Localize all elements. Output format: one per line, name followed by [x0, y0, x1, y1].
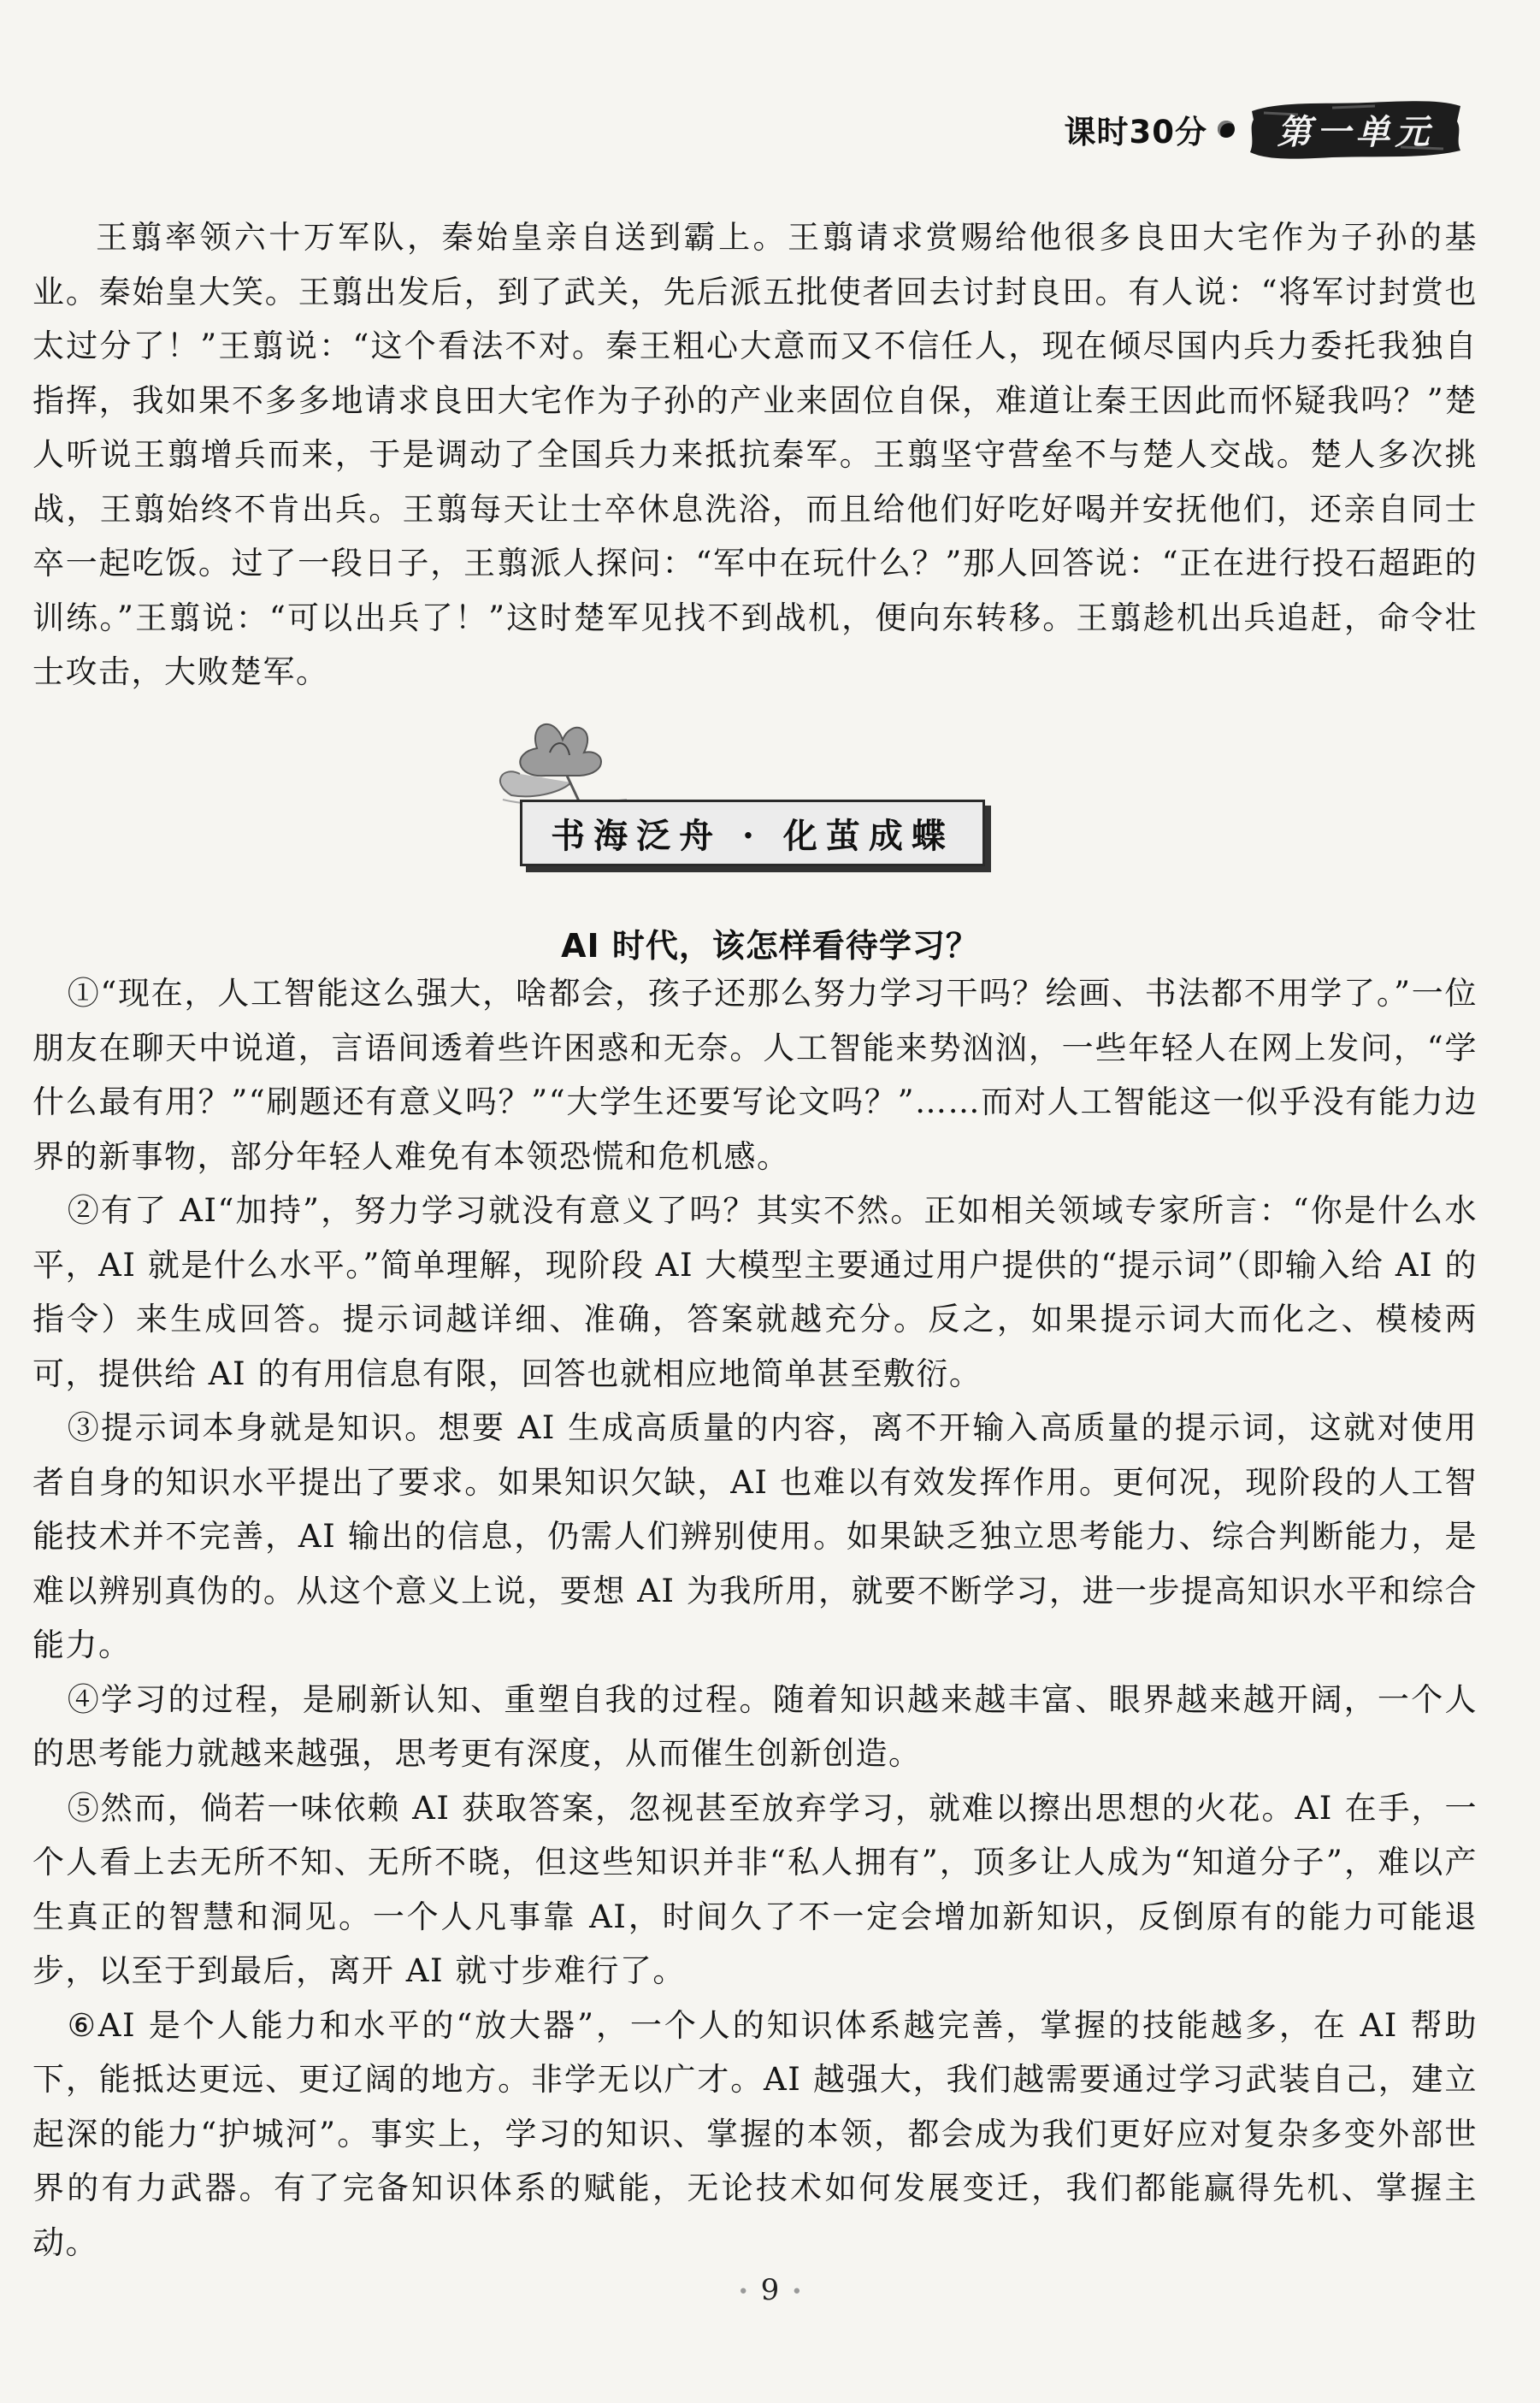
section-banner-box [520, 800, 985, 866]
page-number: 9 [760, 2273, 780, 2307]
dot-ornament-icon: • [791, 2281, 803, 2303]
essay-paragraph-2: ②有了 AI“加持”，努力学习就没有意义了吗？其实不然。正如相关领域专家所言：“你是什么水平，AI 就是什么水平。”简单理解，现阶段 AI 大模型主要通过用户提供的“提示词”（即输入给 AI 的指令）来生成回答。提示词越详细、准确，答案就越充分。反之，如果提示词大而化之、模棱两可，提供给 AI 的有用信息有限，回答也就相应地简单甚至敷衍。 [32, 1192, 1478, 1392]
unit-label: 第一单元 [1277, 111, 1435, 152]
section-banner [486, 714, 983, 868]
essay-paragraph-5: ⑤然而，倘若一味依赖 AI 获取答案，忽视甚至放弃学习，就难以擦出思想的火花。AI 在手，一个人看上去无所不知、无所不晓，但这些知识并非“私人拥有”，顶多让人成为“知道分子”，难以产生真正的智慧和洞见。一个人凡事靠 AI，时间久了不一定会增加新知识，反倒原有的能力可能退步，以至于到最后，离开 AI 就寸步难行了。 [32, 1789, 1478, 1989]
essay-body [32, 966, 1478, 2270]
bullet-dot-icon [1218, 121, 1235, 138]
page-footer [0, 2273, 1540, 2307]
essay-paragraph-4: ④学习的过程，是刷新认知、重塑自我的过程。随着知识越来越丰富、眼界越来越开阔，一个人的思考能力就越来越强，思考更有深度，从而催生创新创造。 [32, 1680, 1478, 1772]
dot-ornament-icon: • [737, 2281, 749, 2303]
essay-paragraph-1: ①“现在，人工智能这么强大，啥都会，孩子还那么努力学习干吗？绘画、书法都不用学了。”一位朋友在聊天中说道，言语间透着些许困惑和无奈。人工智能来势汹汹，一些年轻人在网上发问，“学什么最有用？”“刷题还有意义吗？”“大学生还要写论文吗？”……而对人工智能这一似乎没有能力边界的新事物，部分年轻人难免有本领恐慌和危机感。 [32, 975, 1478, 1175]
course-label: 课时30分 [1064, 114, 1207, 151]
story-passage [32, 210, 1478, 700]
story-paragraph: 王翦率领六十万军队，秦始皇亲自送到霸上。王翦请求赏赐给他很多良田大宅作为子孙的基业。秦始皇大笑。王翦出发后，到了武关，先后派五批使者回去讨封良田。有人说：“将军讨封赏也太过分了！”王翦说：“这个看法不对。秦王粗心大意而又不信任人，现在倾尽国内兵力委托我独自指挥，我如果不多多地请求良田大宅作为子孙的产业来固位自保，难道让秦王因此而怀疑我吗？”楚人听说王翦增兵而来，于是调动了全国兵力来抵抗秦军。王翦坚守营垒不与楚人交战。楚人多次挑战，王翦始终不肯出兵。王翦每天让士卒休息洗浴，而且给他们好吃好喝并安抚他们，还亲自同士卒一起吃饭。过了一段日子，王翦派人探问：“军中在玩什么？”那人回答说：“正在进行投石超距的训练。”王翦说：“可以出兵了！”这时楚军见找不到战机，便向东转移。王翦趁机出兵追赶，命令壮士攻击，大败楚军。 [32, 219, 1478, 690]
section-banner-label: 书海泛舟 · 化茧成蝶 [551, 815, 954, 856]
essay-paragraph-6: ⑥AI 是个人能力和水平的“放大器”，一个人的知识体系越完善，掌握的技能越多，在 AI 帮助下，能抵达更远、更辽阔的地方。非学无以广才。AI 越强大，我们越需要通过学习武装自己，建立起深的能力“护城河”。事实上，学习的知识、掌握的本领，都会成为我们更好应对复杂多变外部世界的有力武器。有了完备知识体系的赋能，无论技术如何发展变迁，我们都能赢得先机、掌握主动。 [32, 2006, 1478, 2261]
essay-title: AI 时代，该怎样看待学习？ [561, 927, 979, 965]
essay-paragraph-3: ③提示词本身就是知识。想要 AI 生成高质量的内容，离不开输入高质量的提示词，这就对使用者自身的知识水平提出了要求。如果知识欠缺，AI 也难以有效发挥作用。更何况，现阶段的人工智能技术并不完善，AI 输出的信息，仍需人们辨别使用。如果缺乏独立思考能力、综合判断能力，是难以辨别真伪的。从这个意义上说，要想 AI 为我所用，就要不断学习，进一步提高知识水平和综合能力。 [32, 1409, 1478, 1663]
page-header [1065, 96, 1466, 162]
unit-badge [1247, 96, 1465, 162]
